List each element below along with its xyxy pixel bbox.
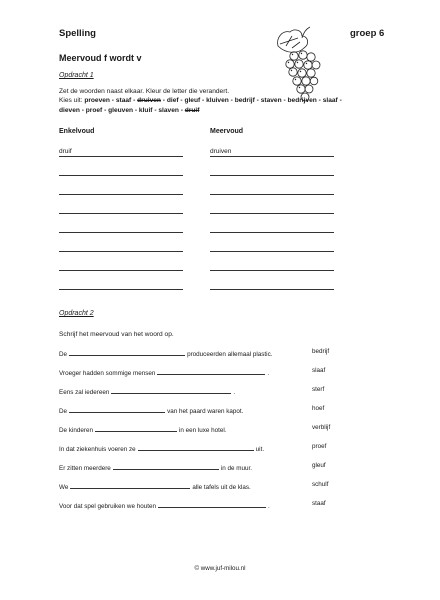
task2-instruction: Schrijf het meervoud van het woord op. xyxy=(59,331,174,338)
sentence-root-word: schulf xyxy=(312,481,329,488)
word-bank-item: gleuf xyxy=(184,97,201,104)
sentence-blank[interactable] xyxy=(69,348,185,356)
sentence-row xyxy=(59,405,243,415)
sentence-root-word: staaf xyxy=(312,500,326,507)
sentence-row xyxy=(59,367,269,377)
sentence-text-after: produceerden allemaal plastic. xyxy=(187,351,273,358)
sentence-text-after: . xyxy=(267,503,270,510)
answer-line[interactable] xyxy=(59,175,183,176)
word-bank-item: druiven xyxy=(137,97,161,104)
sentence-root-word: bedrijf xyxy=(312,348,330,355)
word-bank: Kies uit: proeven - staaf - druiven - dief - gleuf - kluiven - bedrijf - staven - bedrijven - slaaf - dieven - proef - gleuven - kluif - slaven - druif xyxy=(59,97,342,114)
sentence-text-before: Vroeger hadden sommige mensen xyxy=(59,370,156,377)
sentence-blank[interactable] xyxy=(70,481,190,489)
footer-copyright: © www.juf-milou.nl xyxy=(194,565,246,572)
sentence-text-after: van het paard waren kapot. xyxy=(167,408,244,415)
sentence-text-before: Er zitten meerdere xyxy=(59,465,111,472)
word-bank-item: slaven xyxy=(158,106,179,114)
sentence-blank[interactable] xyxy=(111,386,231,394)
answer-line[interactable] xyxy=(59,232,183,233)
answer-line[interactable] xyxy=(210,194,334,195)
example-singular: druif xyxy=(59,148,72,155)
sentence-root-word: verblijf xyxy=(312,424,331,431)
sentence-row xyxy=(59,500,270,510)
word-bank-label: Kies uit: xyxy=(59,97,83,104)
sentence-blank[interactable] xyxy=(157,367,265,375)
sentence-row xyxy=(59,348,272,358)
answer-line[interactable] xyxy=(210,213,334,214)
sentence-blank[interactable] xyxy=(138,443,254,451)
sentence-text-after: alle tafels uit de klas. xyxy=(192,484,251,491)
answer-line[interactable] xyxy=(59,156,183,157)
answer-line[interactable] xyxy=(210,251,334,252)
sentence-root-word: hoef xyxy=(312,405,325,412)
sentence-blank[interactable] xyxy=(69,405,165,413)
sentence-row xyxy=(59,386,235,396)
sentence-row xyxy=(59,481,251,491)
answer-line[interactable] xyxy=(210,289,334,290)
sentence-root-word: slaaf xyxy=(312,367,326,374)
answer-line[interactable] xyxy=(59,213,183,214)
word-bank-item: kluiven xyxy=(206,97,229,104)
answer-line[interactable] xyxy=(210,156,334,157)
sentence-text-after: . xyxy=(233,389,236,396)
sentence-text-after: in de muur. xyxy=(220,465,252,472)
word-bank-item: druif xyxy=(184,106,200,114)
word-bank-item: dieven xyxy=(59,106,80,114)
sentence-root-word: sterf xyxy=(312,386,325,393)
task1-heading: Opdracht 1 xyxy=(59,72,94,79)
sentence-blank[interactable] xyxy=(113,462,219,470)
sentence-text-after: . xyxy=(267,370,270,377)
sentence-blank[interactable] xyxy=(95,424,177,432)
word-bank-item: slaaf xyxy=(322,97,338,104)
sentence-text-after: uit. xyxy=(255,446,265,453)
subject-label: Spelling xyxy=(59,28,96,39)
sentence-row xyxy=(59,462,252,472)
word-bank-item: kluif xyxy=(138,106,153,114)
sentence-text-before: De xyxy=(59,351,68,358)
word-bank-item: proeven xyxy=(84,97,110,104)
sentence-row xyxy=(59,424,227,434)
group-label: groep 6 xyxy=(350,28,385,39)
sentence-row xyxy=(59,443,264,453)
word-bank-item: bedrijf xyxy=(234,97,255,104)
answer-line[interactable] xyxy=(210,175,334,176)
worksheet-title: Meervoud f wordt v xyxy=(59,53,142,63)
word-bank-item: proef xyxy=(85,106,103,114)
word-bank-item: staaf xyxy=(115,97,132,104)
sentence-text-before: De xyxy=(59,408,68,415)
answer-line[interactable] xyxy=(210,270,334,271)
column-header-plural: Meervoud xyxy=(210,128,244,135)
word-bank-item: staven xyxy=(260,97,282,104)
answer-line[interactable] xyxy=(210,232,334,233)
word-bank-item: gleuven xyxy=(108,106,134,114)
answer-line[interactable] xyxy=(59,270,183,271)
sentence-text-before: We xyxy=(59,484,69,491)
sentence-root-word: gleuf xyxy=(312,462,326,469)
sentence-text-before: In dat ziekenhuis voeren ze xyxy=(59,446,136,453)
sentence-blank[interactable] xyxy=(158,500,266,508)
task1-instruction: Zet de woorden naast elkaar. Kleur de letter die verandert. xyxy=(59,88,230,95)
example-plural: druiven xyxy=(210,148,232,155)
answer-line[interactable] xyxy=(59,194,183,195)
word-bank-item: dief xyxy=(166,97,179,104)
answer-line[interactable] xyxy=(59,251,183,252)
sentence-text-before: Voor dat spel gebruiken we houten xyxy=(59,503,156,510)
word-bank-item: bedrijven xyxy=(287,97,317,104)
sentence-text-after: in een luxe hotel. xyxy=(178,427,227,434)
sentence-text-before: De kinderen xyxy=(59,427,93,434)
sentence-text-before: Eens zal iedereen xyxy=(59,389,110,396)
sentence-root-word: proef xyxy=(312,443,327,450)
column-header-singular: Enkelvoud xyxy=(59,128,95,135)
task2-heading: Opdracht 2 xyxy=(59,310,94,317)
answer-line[interactable] xyxy=(59,289,183,290)
